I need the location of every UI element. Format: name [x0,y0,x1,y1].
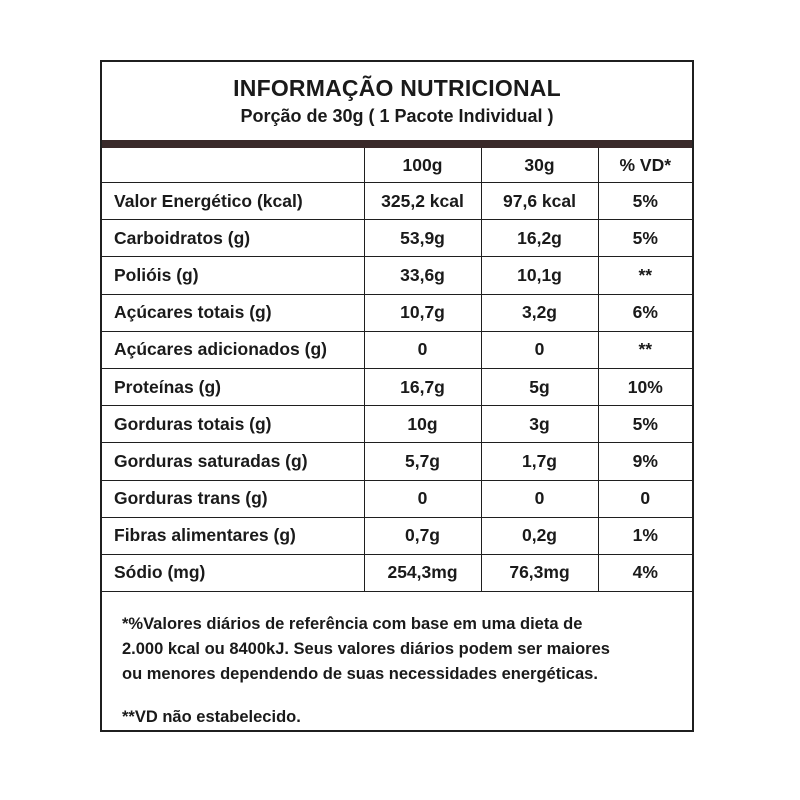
column-header-100g: 100g [364,148,481,183]
footnote-line: *%Valores diários de referência com base em uma dieta de [122,615,583,634]
table-row [102,443,692,480]
nutrient-name-cell: Valor Energético (kcal) [102,183,364,220]
per-100g-cell: 10g [364,406,481,443]
per-100g-cell: 5,7g [364,443,481,480]
daily-value-cell: 9% [598,443,692,480]
nutrition-title: INFORMAÇÃO NUTRICIONAL [233,75,561,101]
footnote-line: 2.000 kcal ou 8400kJ. Seus valores diários podem ser maiores [122,640,610,659]
nutrient-name-cell: Açúcares totais (g) [102,294,364,331]
table-row [102,368,692,405]
daily-value-cell: 5% [598,183,692,220]
per-100g-cell: 10,7g [364,294,481,331]
nutrient-name-cell: Fibras alimentares (g) [102,517,364,554]
vd-not-established-footnote: **VD não estabelecido. [122,708,301,727]
daily-value-footnote [122,612,674,687]
per-30g-cell: 0,2g [481,517,598,554]
per-30g-cell: 76,3mg [481,554,598,591]
per-30g-cell: 1,7g [481,443,598,480]
table-row [102,257,692,294]
footnotes [102,592,692,730]
nutrient-name-cell: Proteínas (g) [102,368,364,405]
per-30g-cell: 3g [481,406,598,443]
per-30g-cell: 3,2g [481,294,598,331]
table-row [102,183,692,220]
nutrient-name-cell: Gorduras trans (g) [102,480,364,517]
nutrient-name-cell: Gorduras saturadas (g) [102,443,364,480]
daily-value-cell: ** [598,257,692,294]
nutrient-name-cell: Carboidratos (g) [102,220,364,257]
nutrient-name-cell: Sódio (mg) [102,554,364,591]
table-row [102,294,692,331]
nutrient-name-cell: Açúcares adicionados (g) [102,331,364,368]
per-100g-cell: 16,7g [364,368,481,405]
per-30g-cell: 5g [481,368,598,405]
header-divider [102,140,692,148]
table-header-row [102,148,692,183]
nutrient-name-cell: Gorduras totais (g) [102,406,364,443]
per-30g-cell: 16,2g [481,220,598,257]
per-30g-cell: 10,1g [481,257,598,294]
per-100g-cell: 254,3mg [364,554,481,591]
table-row [102,480,692,517]
per-100g-cell: 325,2 kcal [364,183,481,220]
column-header-30g: 30g [481,148,598,183]
daily-value-cell: ** [598,331,692,368]
per-100g-cell: 0 [364,331,481,368]
nutrition-table [102,148,692,592]
daily-value-cell: 1% [598,517,692,554]
nutrition-facts-panel [100,60,694,732]
daily-value-cell: 4% [598,554,692,591]
per-100g-cell: 53,9g [364,220,481,257]
per-100g-cell: 0,7g [364,517,481,554]
table-row [102,331,692,368]
per-30g-cell: 0 [481,480,598,517]
per-100g-cell: 33,6g [364,257,481,294]
daily-value-cell: 10% [598,368,692,405]
table-row [102,554,692,591]
daily-value-cell: 0 [598,480,692,517]
nutrition-header [102,62,692,140]
column-header-nutrient [102,148,364,183]
per-30g-cell: 0 [481,331,598,368]
serving-size: Porção de 30g ( 1 Pacote Individual ) [240,106,554,126]
nutrient-name-cell: Polióis (g) [102,257,364,294]
per-100g-cell: 0 [364,480,481,517]
per-30g-cell: 97,6 kcal [481,183,598,220]
daily-value-cell: 5% [598,220,692,257]
table-row [102,406,692,443]
table-row [102,220,692,257]
table-row [102,517,692,554]
daily-value-cell: 5% [598,406,692,443]
footnote-line: ou menores dependendo de suas necessidades energéticas. [122,665,598,684]
daily-value-cell: 6% [598,294,692,331]
column-header-vd: % VD* [598,148,692,183]
